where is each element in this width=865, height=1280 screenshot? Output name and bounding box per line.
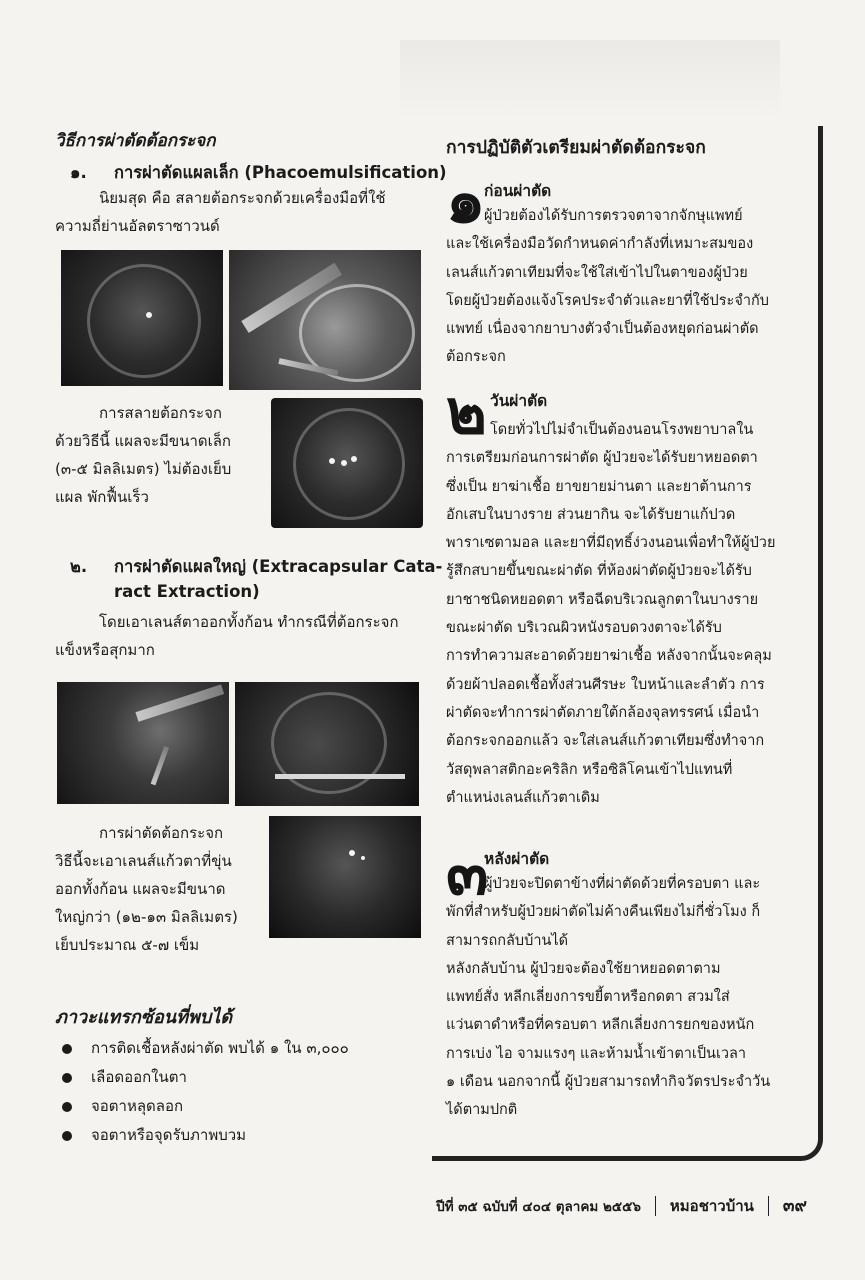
step2-line: ด้วยผ้าปลอดเชื้อทั้งส่วนศีรษะ ใบหน้าและลำตัว การ xyxy=(446,676,765,693)
ecce-photo-incision xyxy=(57,682,229,804)
step1-line: ผู้ป่วยต้องได้รับการตรวจตาจากจักษุแพทย์ xyxy=(484,208,743,224)
step1-line: เลนส์แก้วตาเทียมที่จะใช้ใส่เข้าไปในตาของผู้ป่วย xyxy=(446,264,748,281)
step3-line: แว่นตาดำหรือที่ครอบตา หลีกเลี่ยงการยกของหนัก xyxy=(446,1017,755,1034)
bullet-icon xyxy=(62,1073,72,1083)
method1-intro xyxy=(55,184,386,240)
step3-heading: หลังผ่าตัด xyxy=(484,850,550,868)
magazine-name: หมอชาวบ้าน xyxy=(669,1196,754,1215)
ecce-photo-result xyxy=(269,816,421,938)
step3-text xyxy=(446,870,770,1125)
method2-intro-line: แข็งหรือสุกมาก xyxy=(55,641,155,659)
method1-intro-line: นิยมสุด คือ สลายต้อกระจกด้วยเครื่องมือที่ใช้ xyxy=(99,189,386,207)
phaco-photo-instrument xyxy=(229,250,421,390)
step1-line: โดยผู้ป่วยต้องแจ้งโรคประจำตัวและยาที่ใช้ประจำกับ xyxy=(446,292,769,309)
method2-caption-line: ออกทั้งก้อน แผลจะมีขนาด xyxy=(55,880,226,898)
method2-number: ๒. xyxy=(70,557,88,576)
bullet-icon xyxy=(62,1102,72,1112)
footer-divider xyxy=(655,1196,656,1216)
method2-caption-line: ใหญ่กว่า (๑๒-๑๓ มิลลิเมตร) xyxy=(55,908,238,926)
list-item xyxy=(55,1063,349,1092)
method1-caption-line: ด้วยวิธีนี้ แผลจะมีขนาดเล็ก xyxy=(55,432,232,450)
method2-caption-line: วิธีนี้จะเอาเลนส์แก้วตาที่ขุ่น xyxy=(55,852,232,870)
method2-heading-cont: ract Extraction) xyxy=(114,582,260,601)
method2-intro-line: โดยเอาเลนส์ตาออกทั้งก้อน ทำกรณีที่ต้อกระจก xyxy=(99,613,399,631)
step1-text xyxy=(446,202,769,372)
phaco-photo-result xyxy=(271,398,423,528)
step2-line: การเตรียมก่อนการผ่าตัด ผู้ป่วยจะได้รับยาหยอดตา xyxy=(446,450,758,467)
bullet-icon xyxy=(62,1131,72,1141)
step1-line: ต้อกระจก xyxy=(446,349,506,366)
preparation-title: การปฏิบัติตัวเตรียมผ่าตัดต้อกระจก xyxy=(446,138,706,158)
method2-heading xyxy=(70,554,442,580)
list-item xyxy=(55,1121,349,1150)
ecce-photo-lens xyxy=(235,682,419,806)
step1-line: และใช้เครื่องมือวัดกำหนดค่ากำลังที่เหมาะสมของ xyxy=(446,236,754,253)
page-number: ๓๙ xyxy=(782,1196,807,1216)
step3-line: แพทย์สั่ง หลีกเลี่ยงการขยี้ตาหรือกดตา สวมใส่ xyxy=(446,989,730,1006)
step2-line: รู้สึกสบายขึ้นขณะผ่าตัด ที่ห้องผ่าตัดผู้ป่วยจะได้รับ xyxy=(446,563,752,580)
step3-line: หลังกลับบ้าน ผู้ป่วยจะต้องใช้ยาหยอดตาตาม xyxy=(446,960,721,977)
footer-divider xyxy=(768,1196,769,1216)
method1-intro-line: ความถี่ย่านอัลตราซาวนด์ xyxy=(55,217,220,235)
step2-line: พาราเซตามอล และยาที่มีฤทธิ์ง่วงนอนเพื่อทำให้ผู้ป่วย xyxy=(446,535,776,552)
step2-text xyxy=(446,416,775,812)
step2-line: ขณะผ่าตัด บริเวณผิวหนังรอบดวงตาจะได้รับ xyxy=(446,620,722,637)
step1-numeral: ๑ xyxy=(446,164,486,237)
step2-line: ตำแหน่งเลนส์แก้วตาเดิม xyxy=(446,789,600,806)
bullet-icon xyxy=(62,1044,72,1054)
complications-title: ภาวะแทรกซ้อนที่พบได้ xyxy=(55,1007,233,1028)
list-item-text: จอตาหลุดลอก xyxy=(91,1097,184,1115)
method2-intro xyxy=(55,608,399,664)
bleed-through-shadow xyxy=(400,40,780,120)
page-footer xyxy=(436,1192,807,1219)
step2-line: วัสดุพลาสติกอะคริลิก หรือซิลิโคนเข้าไปแทนที่ xyxy=(446,761,733,778)
method2-caption xyxy=(55,819,238,959)
method2-caption-line: เย็บประมาณ ๕-๗ เข็ม xyxy=(55,936,200,954)
method2-heading-line1: การผ่าตัดแผลใหญ่ (Extracapsular Cata- xyxy=(114,557,443,576)
step3-line: การเบ่ง ไอ จามแรงๆ และห้ามน้ำเข้าตาเป็นเวลา xyxy=(446,1045,747,1062)
step3-numeral: ๓ xyxy=(446,836,489,909)
section-title: วิธีการผ่าตัดต้อกระจก xyxy=(55,131,216,151)
method1-caption xyxy=(55,399,231,511)
step2-line: โดยทั่วไปไม่จำเป็นต้องนอนโรงพยาบาลใน xyxy=(490,422,754,438)
phaco-photo-eye xyxy=(61,250,223,386)
step2-heading: วันผ่าตัด xyxy=(490,392,548,410)
step3-line: ได้ตามปกติ xyxy=(446,1102,518,1119)
step2-line: ซึ่งเป็น ยาฆ่าเชื้อ ยาขยายม่านตา และยาต้านการ xyxy=(446,478,752,495)
method1-number: ๑. xyxy=(70,163,87,182)
step1-heading: ก่อนผ่าตัด xyxy=(484,182,552,200)
method1-caption-line: การสลายต้อกระจก xyxy=(99,404,222,422)
step2-line: ต้อกระจกออกแล้ว จะใส่เลนส์แก้วตาเทียมซึ่งทำจาก xyxy=(446,733,765,750)
step2-line: การทำความสะอาดด้วยยาฆ่าเชื้อ หลังจากนั้นจะคลุม xyxy=(446,648,772,665)
method1-caption-line: แผล พักฟื้นเร็ว xyxy=(55,488,149,506)
method2-caption-line: การผ่าตัดต้อกระจก xyxy=(99,824,224,842)
method1-heading-text: การผ่าตัดแผลเล็ก (Phacoemulsification) xyxy=(114,163,447,182)
step2-numeral: ๒ xyxy=(446,375,487,448)
step2-line: อักเสบในบางราย ส่วนยากิน จะได้รับยาแก้ปวด xyxy=(446,506,736,523)
step3-line: พักที่สำหรับผู้ป่วยผ่าตัดไม่ค้างคืนเพียงไม่กี่ชั่วโมง ก็ xyxy=(446,904,761,921)
list-item xyxy=(55,1034,349,1063)
step1-line: แพทย์ เนื่องจากยาบางตัวจำเป็นต้องหยุดก่อนผ่าตัด xyxy=(446,321,759,338)
step3-line: ผู้ป่วยจะปิดตาข้างที่ผ่าตัดด้วยที่ครอบตา และ xyxy=(484,876,761,892)
list-item-text: เลือดออกในตา xyxy=(91,1068,187,1086)
step2-line: ยาชาชนิดหยอดตา หรือฉีดบริเวณลูกตาในบางราย xyxy=(446,591,759,608)
step2-line: ผ่าตัดจะทำการผ่าตัดภายใต้กล้องจุลทรรศน์ เมื่อนำ xyxy=(446,704,760,721)
list-item xyxy=(55,1092,349,1121)
method1-heading xyxy=(70,160,447,186)
issue-info: ปีที่ ๓๕ ฉบับที่ ๔๐๔ ตุลาคม ๒๕๕๖ xyxy=(436,1198,641,1215)
complications-list xyxy=(55,1034,349,1150)
step3-line: สามารถกลับบ้านได้ xyxy=(446,932,569,949)
list-item-text: จอตาหรือจุดรับภาพบวม xyxy=(91,1126,247,1144)
list-item-text: การติดเชื้อหลังผ่าตัด พบได้ ๑ ใน ๓,๐๐๐ xyxy=(91,1039,349,1057)
step3-line: ๑ เดือน นอกจากนี้ ผู้ป่วยสามารถทำกิจวัตรประจำวัน xyxy=(446,1074,771,1091)
method1-caption-line: (๓-๕ มิลลิเมตร) ไม่ต้องเย็บ xyxy=(55,460,232,478)
